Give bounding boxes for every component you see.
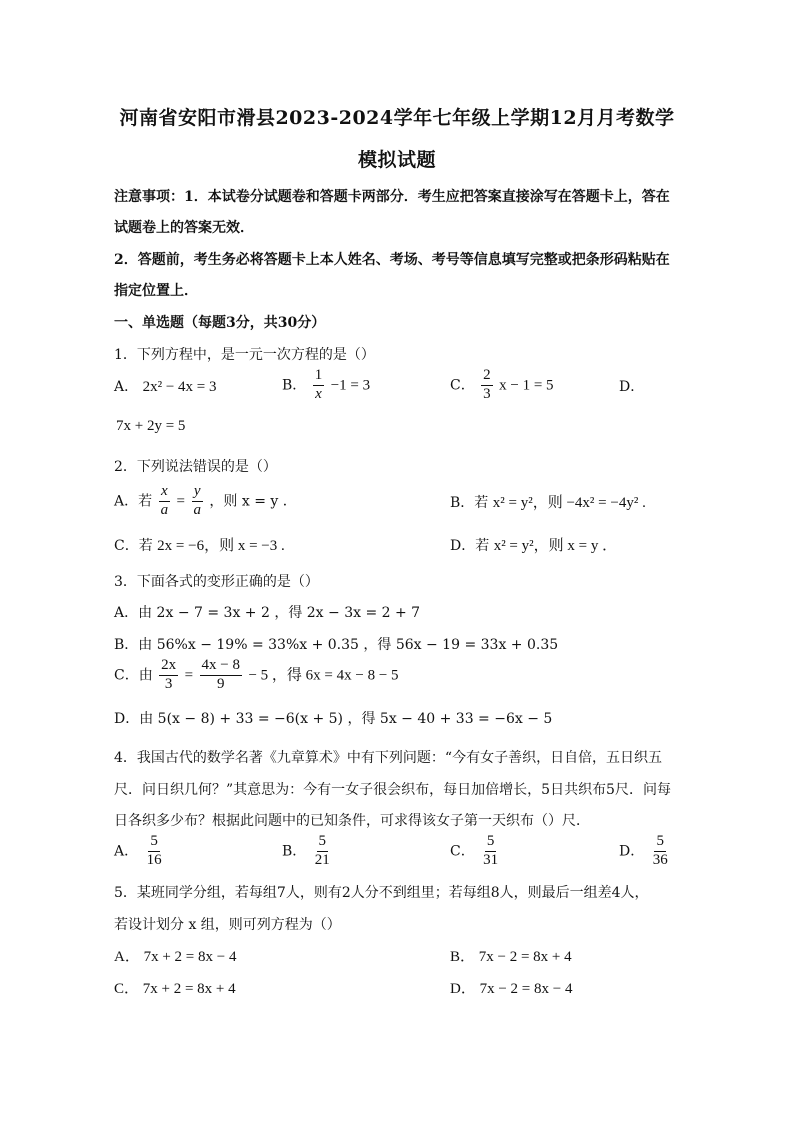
q2-option-a [114, 484, 297, 519]
section-heading: 一、单选题（每题3分，共30分） [114, 315, 326, 331]
q4-a-numerator: 5 [148, 834, 160, 852]
q2-a-fraction-1 [159, 484, 171, 519]
q1-a-label: A． [114, 379, 139, 395]
notice-line3: 2．答题前，考生务必将答题卡上本人姓名、考场、考号等信息填写完整或把条形码粘贴在 [114, 252, 670, 268]
q1-option-b [282, 368, 370, 403]
exam-title-line1: 河南省安阳市滑县2023-2024学年七年级上学期12月月考数学 [119, 107, 675, 129]
q4-a-label: A． [114, 843, 139, 860]
q1-option-c [450, 368, 554, 403]
q5-option-a: A． 7x + 2 = 8x − 4 [114, 949, 237, 965]
q2-c-label: C．若 [114, 538, 153, 554]
q1-b-denominator: x [315, 385, 322, 402]
q2-option-d [450, 534, 617, 555]
q4-b-denominator: 21 [314, 851, 330, 868]
q2-a-num1: x [159, 484, 170, 502]
q5-option-b: B． 7x − 2 = 8x + 4 [450, 949, 572, 965]
q4-d-label: D． [619, 843, 645, 860]
q2-a-rest: ，则 x = y ． [209, 493, 297, 510]
q2-a-equals: = [176, 493, 185, 510]
q4-d-fraction [651, 834, 670, 869]
q5-line1: 5．某班同学分组，若每组7人，则有2人分不到组里；若每组8人，则最后一组差4人， [114, 885, 649, 901]
q4-c-denominator: 31 [483, 851, 499, 868]
exam-title-line2: 模拟试题 [357, 149, 436, 171]
q4-d-numerator: 5 [654, 834, 666, 852]
q1-b-numerator: 1 [313, 368, 325, 386]
q1-option-d-expr: 7x + 2y = 5 [116, 418, 186, 434]
notice-line4: 指定位置上． [114, 283, 198, 299]
q2-d-expr: x² = y²，则 x = y ． [493, 538, 618, 554]
q1-c-numerator: 2 [481, 368, 493, 386]
q2-a-den1: a [160, 501, 169, 518]
q4-a-denominator: 16 [146, 851, 162, 868]
q3-c-num1: 2x [159, 658, 178, 676]
q1-c-label: C． [450, 377, 475, 394]
q3-c-den2: 9 [217, 675, 225, 692]
q1-c-rest: x − 1 = 5 [499, 377, 554, 394]
q4-option-b [282, 834, 334, 869]
q2-c-expr: 2x = −6，则 x = −3 . [157, 538, 285, 554]
q5-option-c: C． 7x + 2 = 8x + 4 [114, 981, 236, 997]
q2-a-fraction-2 [191, 484, 203, 519]
notice-line1: 注意事项：1．本试卷分试题卷和答题卡两部分．考生应把答案直接涂写在答题卡上，答在 [114, 189, 670, 205]
notice-line2: 试题卷上的答案无效． [114, 220, 254, 236]
q3-stem: 3．下面各式的变形正确的是（） [114, 574, 319, 590]
q2-b-expr: x² = y²，则 −4x² = −4y² . [492, 495, 646, 511]
q3-c-num2: 4x − 8 [200, 658, 242, 676]
q4-line1: 4．我国古代的数学名著《九章算术》中有下列问题：“今有女子善织，日自倍，五日织五 [114, 750, 663, 766]
q4-line2: 尺．问日织几何？”其意思为：今有一女子很会织布，每日加倍增长，5日共织布5尺．问每 [114, 782, 671, 798]
q1-c-denominator: 3 [483, 385, 491, 402]
q4-c-label: C． [450, 843, 475, 860]
q4-line3: 日各织多少布？根据此问题中的已知条件，可求得该女子第一天织布（）尺． [114, 813, 590, 829]
q2-a-den2: a [193, 501, 201, 518]
q1-a-expr: 2x² − 4x = 3 [142, 379, 217, 395]
q4-c-numerator: 5 [485, 834, 497, 852]
q4-option-c [450, 834, 502, 869]
q3-c-rest: − 5 ，得 6x = 4x − 8 − 5 [248, 667, 399, 684]
q1-stem: 1．下列方程中，是一元一次方程的是（） [114, 347, 375, 363]
q2-stem: 2．下列说法错误的是（） [114, 459, 277, 475]
q2-b-label: B．若 [450, 495, 489, 511]
q4-b-label: B． [282, 843, 307, 860]
q4-b-numerator: 5 [317, 834, 329, 852]
q3-c-fraction-2 [200, 658, 242, 693]
q1-option-d-label: D． [619, 379, 645, 395]
q4-a-fraction [145, 834, 164, 869]
q3-option-a: A．由 2x − 7 = 3x + 2 ，得 2x − 3x = 2 + 7 [114, 605, 421, 621]
q3-option-b: B．由 56%x − 19% = 33%x + 0.35 ，得 56x − 19 = 33x + 0.35 [114, 637, 559, 653]
q3-c-den1: 3 [164, 675, 173, 692]
q1-option-a [114, 376, 217, 396]
q5-line2: 若设计划分 x 组，则可列方程为（） [114, 917, 341, 933]
q2-a-num2: y [192, 484, 203, 502]
q3-option-d: D．由 5(x − 8) + 33 = −6(x + 5) ，得 5x − 40 + 33 = −6x − 5 [114, 711, 553, 727]
q2-d-label: D．若 [450, 538, 490, 554]
q3-c-fraction-1 [159, 658, 178, 693]
q3-option-c [114, 658, 399, 693]
q3-c-label: C．由 [114, 667, 153, 684]
q2-option-c [114, 534, 285, 555]
q2-a-label: A．若 [114, 493, 153, 510]
q4-d-denominator: 36 [652, 851, 668, 868]
q1-c-fraction [481, 368, 493, 403]
q1-b-fraction [313, 368, 325, 403]
q1-b-label: B． [282, 377, 307, 394]
q4-option-d [619, 834, 672, 869]
q4-b-fraction [313, 834, 332, 869]
q5-option-d: D． 7x − 2 = 8x − 4 [450, 981, 573, 997]
q4-c-fraction [481, 834, 500, 869]
q2-option-b [450, 491, 646, 512]
q1-b-rest: −1 = 3 [330, 377, 371, 394]
q3-c-equals: = [184, 667, 194, 684]
q4-option-a [114, 834, 166, 869]
